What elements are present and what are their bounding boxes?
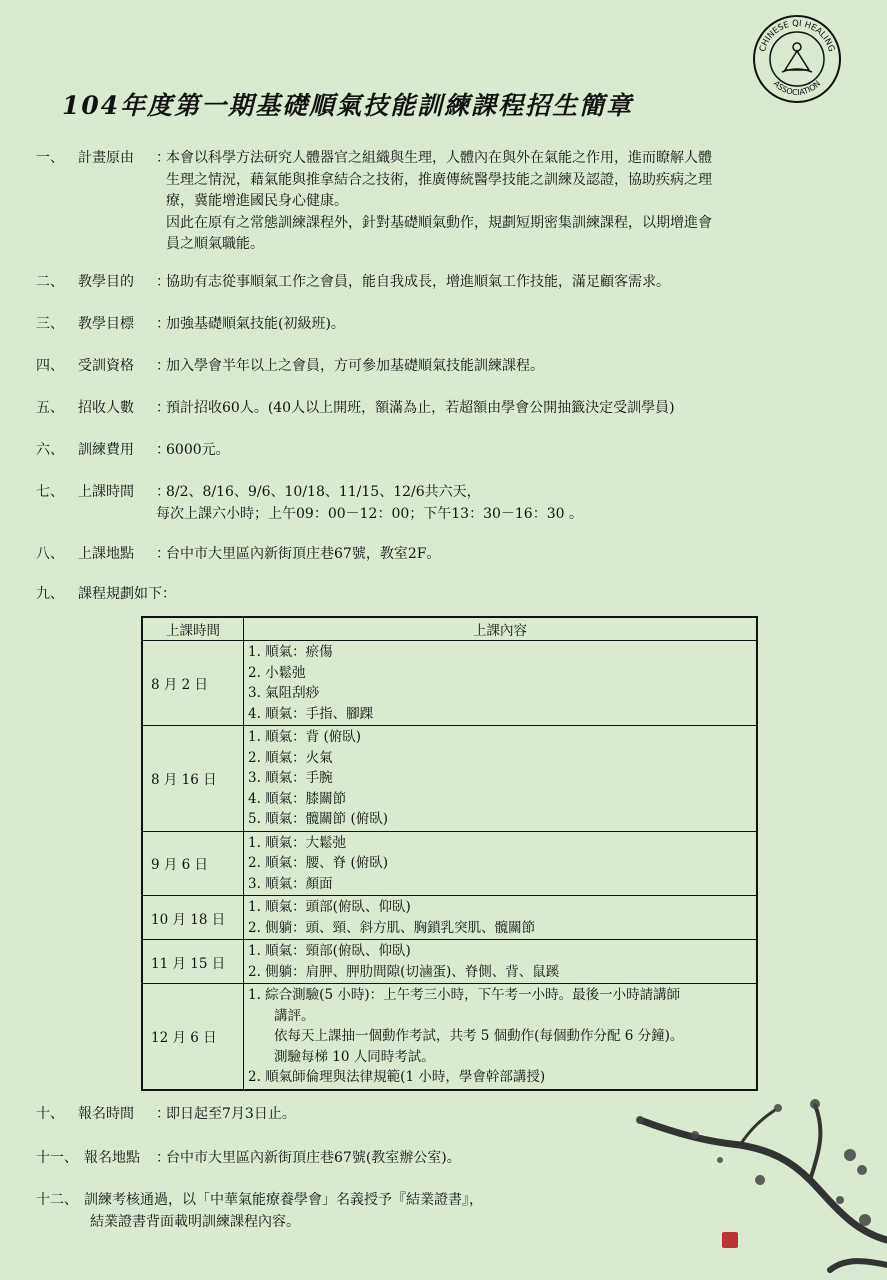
section-text: 因此在原有之常態訓練課程外，針對基礎順氣動作，規劃短期密集訓練課程，以期增進會 [166, 214, 712, 231]
section-text: 訓練考核通過，以「中華氣能療養學會」名義授予『結業證書』， [84, 1192, 483, 1208]
course-item: 2. 順氣：火氣 [248, 749, 333, 766]
section-text: 台中市大里區內新街頂庄巷67號(教室辦公室)。 [166, 1150, 461, 1166]
section-number: 十、 [36, 1106, 64, 1122]
date-cell: 12 月 6 日 [142, 984, 244, 1090]
section-number: 七、 [36, 484, 64, 500]
section-label: 報名時間 [78, 1106, 134, 1122]
section-9 [36, 584, 856, 606]
course-item: 1. 順氣：頸部(俯臥、仰臥) [248, 943, 411, 959]
section-number: 二、 [36, 274, 64, 290]
section-label: 訓練費用 [78, 442, 134, 458]
table-header-row [142, 617, 757, 641]
course-item: 2. 小鬆弛 [248, 664, 306, 681]
course-item: 測驗每梯 10 人同時考試。 [274, 1048, 435, 1065]
course-item: 1. 綜合測驗(5 小時)：上午考三小時，下午考一小時。最後一小時請講師 [248, 987, 681, 1003]
colon: ： [156, 1106, 170, 1122]
section-8 [36, 544, 856, 566]
page-title: 104年度第一期基礎順氣技能訓練課程招生簡章 [62, 91, 634, 120]
course-item: 2. 順氣：腰、脊 (俯臥) [248, 855, 388, 871]
section-text: 加入學會半年以上之會員，方可參加基礎順氣技能訓練課程。 [166, 358, 544, 374]
plum-blossom-illustration [600, 1090, 887, 1280]
course-item: 3. 氣阻刮痧 [248, 685, 320, 701]
section-6 [36, 440, 856, 462]
colon: ： [156, 484, 170, 500]
section-text: 預計招收60人。(40人以上開班，額滿為止，若超額由學會公開抽籤決定受訓學員) [166, 400, 675, 416]
colon: ： [156, 150, 170, 166]
section-label: 受訓資格 [78, 358, 134, 374]
content-cell [244, 641, 758, 726]
date-cell: 8 月 2 日 [142, 641, 244, 726]
course-schedule-table [141, 616, 758, 1091]
section-label: 上課地點 [78, 546, 134, 562]
table-row [142, 984, 757, 1090]
section-label: 教學目的 [78, 274, 134, 290]
course-item: 1. 順氣：頭部(俯臥、仰臥) [248, 899, 411, 915]
section-number: 九、 [36, 586, 64, 602]
content-cell [244, 940, 758, 984]
content-cell [244, 831, 758, 896]
association-logo [752, 14, 842, 104]
section-text: 即日起至7月3日止。 [166, 1106, 296, 1122]
course-item: 依每天上課抽一個動作考試，共考 5 個動作(每個動作分配 6 分鐘)。 [274, 1028, 684, 1044]
section-number: 一、 [36, 150, 64, 166]
content-cell [244, 896, 758, 940]
section-number: 六、 [36, 442, 64, 458]
date-cell: 10 月 18 日 [142, 896, 244, 940]
section-7 [36, 482, 856, 525]
section-text: 療，冀能增進國民身心健康。 [166, 193, 348, 209]
svg-text:CHINESE QI HEALING: CHINESE QI HEALING [757, 18, 837, 54]
table-row [142, 726, 757, 832]
section-number: 八、 [36, 546, 64, 562]
header-date: 上課時間 [142, 617, 244, 641]
course-item: 1. 順氣：瘀傷 [248, 644, 333, 660]
section-number: 十二、 [36, 1192, 78, 1208]
section-text: 員之順氣職能。 [166, 236, 264, 252]
colon: ： [156, 546, 170, 562]
course-item: 2. 側躺：肩胛、胛肋間隙(切滷蛋)、脊側、背、鼠蹊 [248, 963, 560, 980]
section-text: 6000元。 [166, 442, 230, 458]
course-item: 2. 側躺：頭、頸、斜方肌、胸鎖乳突肌、髖關節 [248, 919, 536, 936]
date-cell: 11 月 15 日 [142, 940, 244, 984]
course-item: 講評。 [274, 1007, 315, 1024]
section-text: 每次上課六小時；上午09：00－12：00；下午13：30－16：30 。 [156, 505, 583, 522]
section-label: 招收人數 [78, 400, 134, 416]
course-item: 3. 順氣：手腕 [248, 770, 333, 786]
date-cell: 8 月 16 日 [142, 726, 244, 832]
section-label: 計畫原由 [78, 150, 134, 166]
table-row [142, 641, 757, 726]
date-cell: 9 月 6 日 [142, 831, 244, 896]
section-number: 五、 [36, 400, 64, 416]
section-3 [36, 314, 856, 336]
section-5 [36, 398, 856, 420]
colon: ： [156, 316, 170, 332]
section-number: 四、 [36, 358, 64, 374]
section-number: 十一、 [36, 1150, 78, 1166]
colon: ： [156, 358, 170, 374]
section-1 [36, 148, 856, 256]
table-row [142, 896, 757, 940]
colon: ： [156, 442, 170, 458]
svg-text:ASSOCIATION: ASSOCIATION [771, 78, 823, 98]
section-label: 報名地點 [84, 1150, 140, 1166]
colon: ： [156, 1150, 170, 1166]
section-4 [36, 356, 856, 378]
section-2 [36, 272, 856, 294]
section-text: 協助有志從事順氣工作之會員，能自我成長，增進順氣工作技能，滿足顧客需求。 [166, 274, 670, 290]
section-text: 結業證書背面載明訓練課程內容。 [90, 1213, 300, 1230]
section-label: 教學目標 [78, 316, 134, 332]
section-text: 本會以科學方法研究人體器官之組織與生理，人體內在與外在氣能之作用，進而瞭解人體 [166, 150, 712, 166]
section-text: 生理之情況，藉氣能與推拿結合之技術，推廣傳統醫學技能之訓練及認證，協助疾病之理 [166, 171, 712, 188]
table-row [142, 831, 757, 896]
course-item: 4. 順氣：膝關節 [248, 790, 347, 807]
course-item: 5. 順氣：髖關節 (俯臥) [248, 811, 388, 827]
content-cell [244, 984, 758, 1090]
colon: ： [156, 400, 170, 416]
section-text: 課程規劃如下： [78, 586, 176, 602]
section-text: 加強基礎順氣技能(初級班)。 [166, 316, 345, 332]
content-cell [244, 726, 758, 832]
colon: ： [156, 274, 170, 290]
course-item: 3. 順氣：顏面 [248, 875, 333, 892]
course-item: 4. 順氣：手指、腳踝 [248, 705, 374, 722]
red-seal-stamp [722, 1232, 738, 1248]
header-content: 上課內容 [244, 617, 758, 641]
table-row [142, 940, 757, 984]
course-item: 2. 順氣師倫理與法律規範(1 小時，學會幹部講授) [248, 1069, 546, 1085]
section-number: 三、 [36, 316, 64, 332]
section-text: 台中市大里區內新街頂庄巷67號，教室2F。 [166, 546, 441, 562]
course-item: 1. 順氣：背 (俯臥) [248, 729, 361, 745]
section-label: 上課時間 [78, 484, 134, 500]
course-item: 1. 順氣：大鬆弛 [248, 834, 347, 851]
section-text: 8/2、8/16、9/6、10/18、11/15、12/6共六天， [166, 484, 481, 500]
